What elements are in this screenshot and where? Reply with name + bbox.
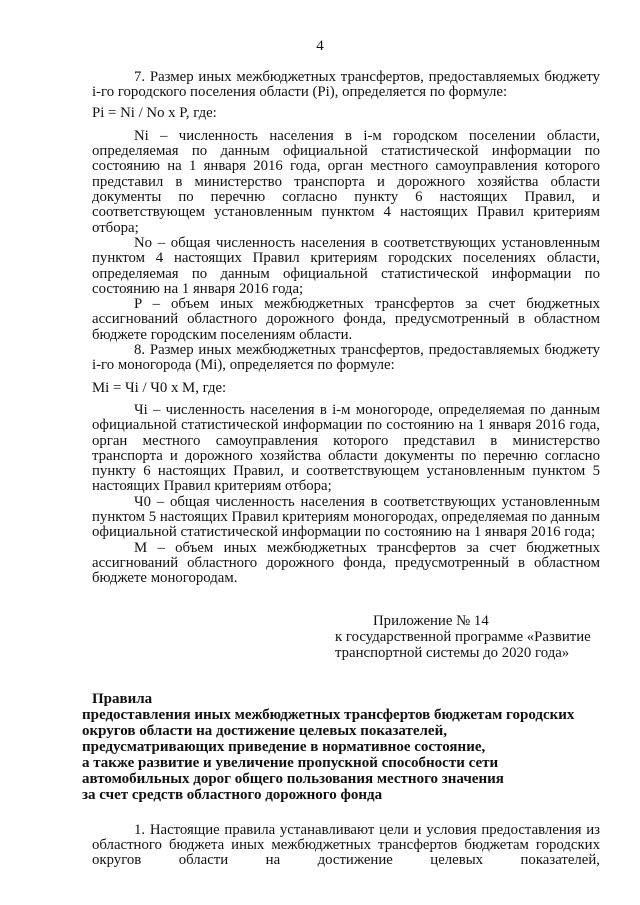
rules-title-line: предусматривающих приведение в нормативное состояние, [82, 738, 486, 755]
definition-ch0: Ч0 – общая численность населения в соответствующих установленным пунктом 5 настоящих Правил критериям моногородах, определяемая по данным официальной статистической информации по состоянию на 1 января 2016 года; [92, 493, 600, 541]
paragraph-7: 7. Размер иных межбюджетных трансфертов, предоставляемых бюджету i-го городского поселения области (Pi), определяется по формуле: [92, 69, 600, 101]
appendix-number: Приложение № 14 [373, 612, 489, 629]
appendix-block [335, 613, 600, 661]
rules-title-line: за счет средств областного дорожного фонда [82, 786, 383, 803]
rules-title-line: автомобильных дорог общего пользования местного значения [82, 770, 504, 787]
rule-1: 1. Настоящие правила устанавливают цели и условия предоставления из областного бюджета иных межбюджетных трансфертов бюджетам городских округов области на достижение целевых показателей, [92, 821, 600, 869]
appendix-program-name: транспортной системы до 2020 года» [335, 644, 570, 661]
definition-chi: Чi – численность населения в i-м моногороде, определяемая по данным официальной статистической информации по состоянию на 1 января 2016 года, орган местного самоуправления которого представил в министерство транспорта и дорожного хозяйства области документы по перечню согласно пункту 6 настоящих Правил, и соответствующем установленным пунктом 5 настоящих Правил критериям отбора; [92, 401, 600, 495]
definition-m: M – объем иных межбюджетных трансфертов за счет бюджетных ассигнований областного дорожного фонда, предусмотренный в областном бюджете моногородам. [92, 539, 600, 587]
rules-heading: Правила [92, 690, 153, 707]
paragraph-8: 8. Размер иных межбюджетных трансфертов, предоставляемых бюджету i-го моногорода (Mi), определяется по формуле: [92, 342, 600, 374]
rules-title-line: а также развитие и увеличение пропускной способности сети [82, 754, 499, 771]
rules-title [82, 707, 610, 803]
rules-title-line: предоставления иных межбюджетных трансфертов бюджетам городских [82, 706, 575, 723]
document-body [82, 69, 600, 869]
appendix-program: к государственной программе «Развитие [335, 628, 591, 645]
rules-title-line: округов области на достижение целевых показателей, [82, 722, 447, 739]
formula-pi: Pi = Ni / No x P, где: [92, 104, 217, 121]
definition-no: No – общая численность населения в соответствующих установленным пунктом 4 настоящих Правил критериям городских поселениях области, определяемая по данным официальной статистической информации по состоянию на 1 января 2016 года; [92, 234, 600, 297]
page-number: 4 [316, 38, 324, 54]
definition-p: P – объем иных межбюджетных трансфертов за счет бюджетных ассигнований областного дорожного фонда, предусмотренный в областном бюджете городским поселениям области. [92, 296, 600, 343]
definition-ni: Ni – численность населения в i-м городском поселении области, определяемая по данным официальной статистической информации по состоянию на 1 января 2016 года, орган местного самоуправления которого представил в министерство транспорта и дорожного хозяйства области документы по перечню согласно пункту 6 настоящих Правил, и соответствующем установленным пунктом 4 настоящих Правил критериям отбора; [92, 127, 600, 236]
formula-mi: Mi = Чi / Ч0 x M, где: [92, 379, 227, 396]
